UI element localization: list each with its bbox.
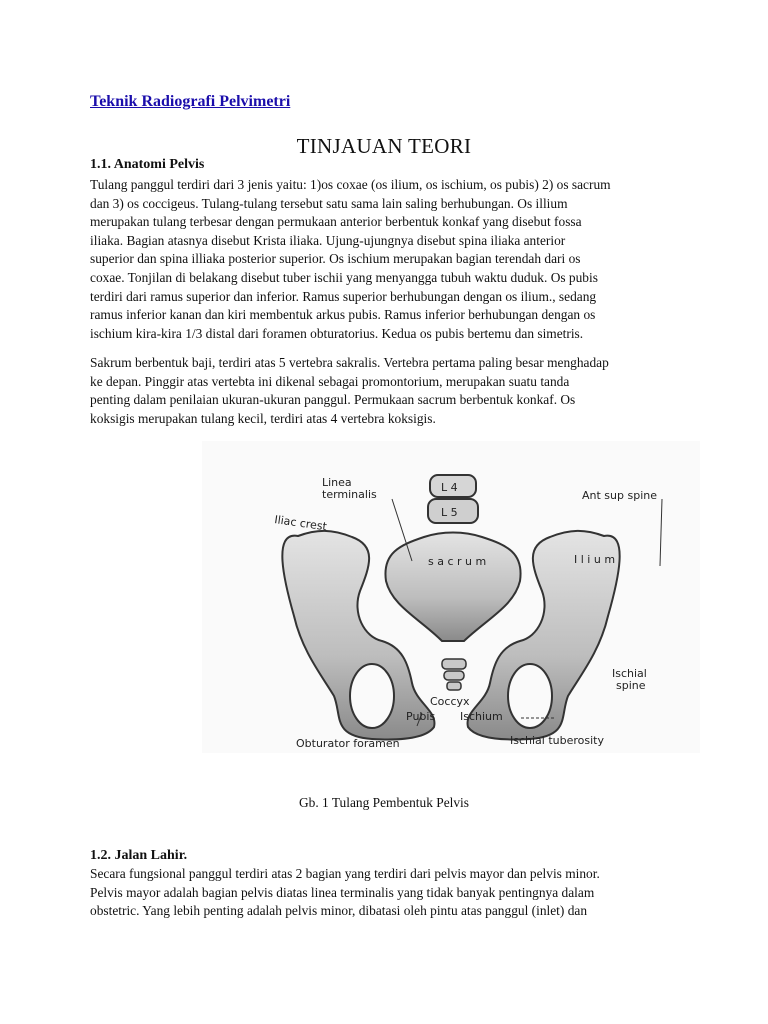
text-line: Secara fungsional panggul terdiri atas 2 bagian yang terdiri dari pelvis mayor dan pelvis minor.: [90, 866, 600, 881]
label-ant-sup-spine: Ant sup spine: [582, 489, 657, 502]
article-title-link[interactable]: Teknik Radiografi Pelvimetri: [90, 93, 291, 110]
section-1-title: 1.1. Anatomi Pelvis: [90, 157, 205, 172]
text-line: dan 3) os coccigeus. Tulang-tulang tersebut satu sama lain saling berhubungan. Os illium: [90, 195, 568, 211]
text-line: coxae. Tonjilan di belakang disebut tuber ischii yang menyangga tubuh waktu duduk. Os pubis: [90, 269, 598, 285]
text-line: Tulang panggul terdiri dari 3 jenis yaitu: 1)os coxae (os ilium, os ischium, os pubis) 2) os sacrum: [90, 177, 611, 192]
text-line: ke depan. Pinggir atas vertebta ini dikenal sebagai promontorium, merupakan suatu tanda: [90, 373, 570, 389]
label-ischium: Ischium: [460, 710, 503, 723]
text-line: koksigis merupakan tulang kecil, terdiri atas 4 vertebra koksigis.: [90, 410, 436, 426]
right-obturator-foramen: [508, 664, 552, 728]
label-pubis: Pubis: [406, 710, 436, 723]
label-obturator-foramen: Obturator foramen: [296, 737, 400, 750]
label-l4: L 4: [441, 481, 458, 494]
label-coccyx: Coccyx: [430, 695, 470, 708]
page-heading: TINJAUAN TEORI: [296, 134, 472, 158]
text-line: penting dalam penilaian ukuran-ukuran panggul. Permukaan sacrum berbentuk konkaf. Os: [90, 392, 576, 408]
text-line: ramus inferior kanan dan kiri membentuk arkus pubis. Ramus inferior berhubungan dengan os: [90, 307, 596, 323]
text-line: superior dan spina illiaka posterior superior. Os ischium merupakan bagian terendah dari os: [90, 251, 581, 267]
text-line: Sakrum berbentuk baji, terdiri atas 5 vertebra sakralis. Vertebra pertama paling besar menghadap: [90, 355, 609, 370]
label-sacrum: s a c r u m: [428, 555, 487, 568]
section-2-paragraph-1: [90, 865, 678, 921]
coccyx-segment: [442, 659, 466, 669]
coccyx-segment: [444, 671, 464, 680]
pelvis-illustration: [202, 441, 700, 753]
label-ischial-tuberosity: Ischial tuberosity: [510, 734, 604, 747]
label-ischial-spine-1: Ischial: [612, 667, 647, 680]
text-line: Pelvis mayor adalah bagian pelvis diatas linea terminalis yang tidak banyak pentingnya dalam: [90, 884, 595, 900]
text-line: ischium kira-kira 1/3 distal dari foramen obturatorius. Kedua os pubis bertemu dan simetris.: [90, 325, 584, 341]
section-1-paragraph-1: [90, 176, 678, 343]
figure-caption: Gb. 1 Tulang Pembentuk Pelvis: [298, 795, 469, 810]
sacrum-bone: [385, 533, 520, 642]
text-line: terdiri dari ramus superior dan inferior. Ramus superior berhubungan dengan os ilium., sedang: [90, 288, 597, 304]
text-line: merupakan tulang terbesar dengan permukaan anterior berbentuk konkaf yang disebut fossa: [90, 214, 582, 230]
section-2-title: 1.2. Jalan Lahir.: [90, 848, 188, 863]
pelvis-figure: [202, 441, 700, 753]
label-ischial-spine-2: spine: [616, 679, 646, 692]
label-linea: Linea: [322, 476, 352, 489]
coccyx-segment: [447, 682, 461, 690]
label-iliac-crest: Iliac crest: [273, 513, 328, 534]
label-terminalis: terminalis: [322, 488, 377, 501]
section-1-paragraph-2: [90, 354, 678, 428]
text-line: obstetric. Yang lebih penting adalah pelvis minor, dibatasi oleh pintu atas panggul (inlet) dan: [90, 903, 588, 919]
label-l5: L 5: [441, 506, 458, 519]
label-ilium: I l i u m: [574, 553, 616, 566]
text-line: iliaka. Bagian atasnya disebut Krista iliaka. Ujung-ujungnya disebut spina iliaka anterior: [90, 232, 566, 248]
left-obturator-foramen: [350, 664, 394, 728]
